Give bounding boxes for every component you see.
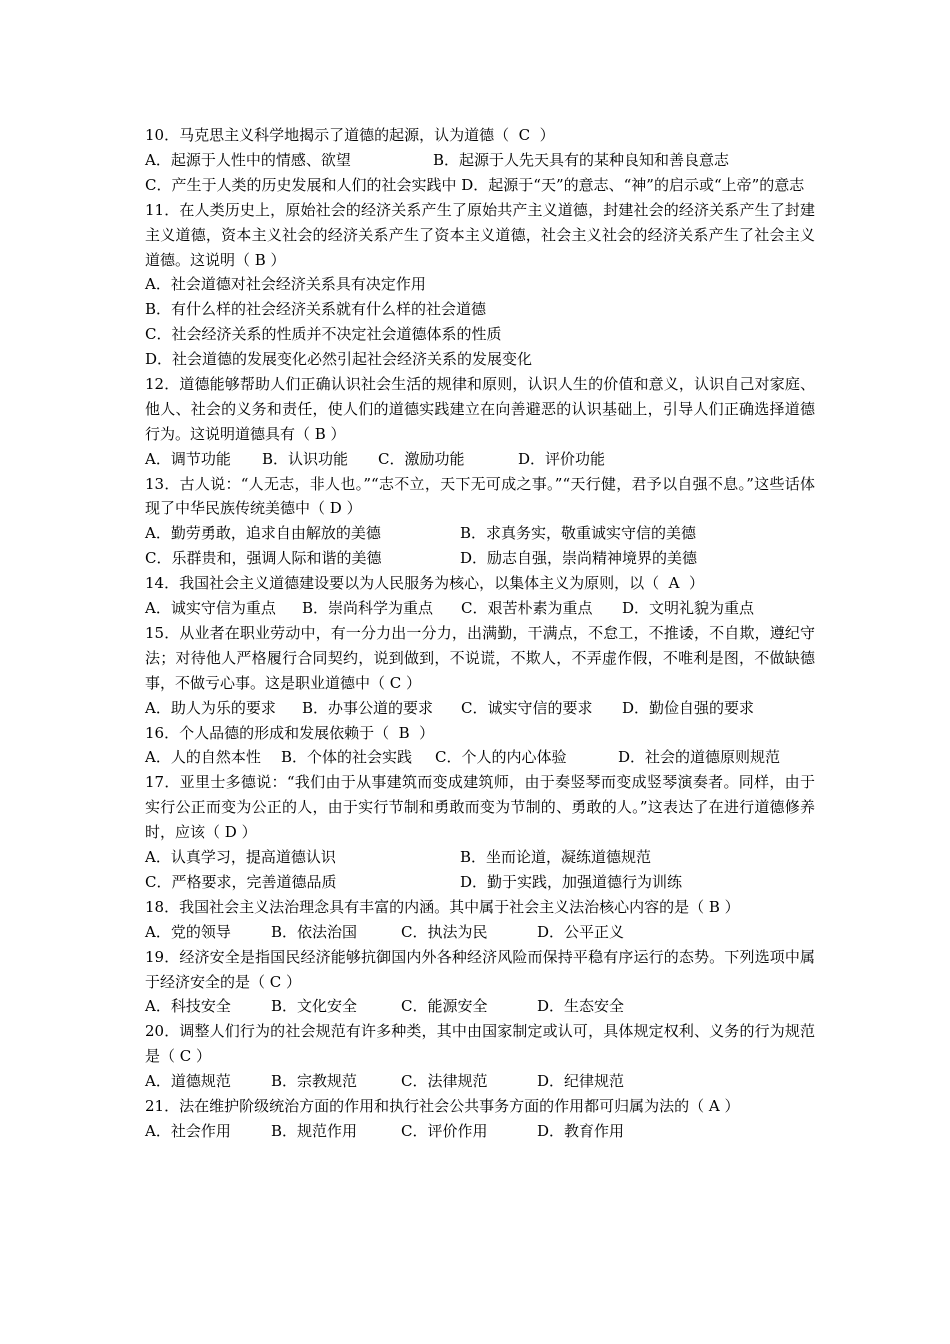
options-row bbox=[145, 546, 815, 571]
options-row bbox=[145, 920, 815, 945]
options-row bbox=[145, 696, 815, 721]
option-c: C．艰苦朴素为重点 bbox=[461, 599, 593, 618]
question-stem: 18．我国社会主义法治理念具有丰富的内涵。其中属于社会主义法治核心内容的是（ B ） bbox=[145, 897, 740, 916]
option-a: A．科技安全 bbox=[145, 997, 231, 1016]
question-stem: 16．个人品德的形成和发展依赖于（ B ） bbox=[145, 723, 435, 742]
options-row bbox=[145, 845, 815, 870]
option-d: D．社会道德的发展变化必然引起社会经济关系的发展变化 bbox=[145, 350, 533, 369]
question-stem: 17．亚里士多德说：“我们由于从事建筑而变成建筑师，由于奏竖琴而变成竖琴演奏者。同样，由于实行公正而变为公正的人，由于实行节制和勇敢而变为节制的、勇敢的人。”这表达了在进行道德修养时，应该（ D ） bbox=[145, 773, 815, 842]
option-d: D．公平正义 bbox=[537, 922, 625, 941]
question-stem: 20．调整人们行为的社会规范有许多种类，其中由国家制定或认可，具体规定权利、义务的行为规范是（ C ） bbox=[145, 1022, 815, 1066]
option-d: D．社会的道德原则规范 bbox=[618, 748, 781, 767]
option-a: A．社会作用 bbox=[145, 1121, 231, 1140]
option-b: B．个体的社会实践 bbox=[281, 748, 413, 767]
option-d: D．勤俭自强的要求 bbox=[622, 698, 755, 717]
question-stem: 10．马克思主义科学地揭示了道德的起源，认为道德（ C ） bbox=[145, 126, 555, 144]
option-c: C．社会经济关系的性质并不决定社会道德体系的性质 bbox=[145, 325, 502, 344]
options-row bbox=[145, 994, 815, 1019]
options-row bbox=[145, 447, 815, 472]
options-row bbox=[145, 1119, 815, 1144]
option-a: A．社会道德对社会经济关系具有决定作用 bbox=[145, 275, 426, 294]
option-a: A．勤劳勇敢，追求自由解放的美德 bbox=[145, 524, 381, 543]
option-c: C．严格要求，完善道德品质 bbox=[145, 872, 337, 891]
option-a: A．认真学习，提高道德认识 bbox=[145, 848, 336, 867]
options-row bbox=[145, 148, 815, 173]
option-c: C．激励功能 bbox=[378, 449, 465, 468]
option-b: B．求真务实，敬重诚实守信的美德 bbox=[460, 524, 697, 543]
options-row bbox=[145, 173, 815, 198]
question-stem: 19．经济安全是指国民经济能够抗御国内外各种经济风险而保持平稳有序运行的态势。下列选项中属于经济安全的是（ C ） bbox=[145, 947, 815, 991]
option-a: A．助人为乐的要求 bbox=[145, 698, 276, 717]
options-row bbox=[145, 521, 815, 546]
option-b: B．文化安全 bbox=[271, 997, 358, 1016]
question-stem: 13．古人说：“人无志，非人也。”“志不立，天下无可成之事。”“天行健，君予以自强不息。”这些话体现了中华民族传统美德中（ D ） bbox=[145, 474, 815, 518]
option-a: A．道德规范 bbox=[145, 1072, 231, 1091]
option-a: A．起源于人性中的情感、欲望 bbox=[145, 150, 351, 169]
option-b: B．起源于人先天具有的某种良知和善良意志 bbox=[433, 150, 730, 169]
option-b: B．宗教规范 bbox=[271, 1072, 358, 1091]
option-a: A．调节功能 bbox=[145, 449, 231, 468]
option-d: D．励志自强，崇尚精神境界的美德 bbox=[460, 549, 698, 568]
question-document bbox=[145, 123, 815, 1144]
option-d: D．教育作用 bbox=[537, 1121, 625, 1140]
option-c: C．产生于人类的历史发展和人们的社会实践中 bbox=[145, 175, 457, 194]
option-d: D．生态安全 bbox=[537, 997, 625, 1016]
option-c: C．评价作用 bbox=[401, 1121, 488, 1140]
option-c: C．个人的内心体验 bbox=[435, 748, 567, 767]
option-d: D．纪律规范 bbox=[537, 1072, 625, 1091]
option-b: B．规范作用 bbox=[271, 1121, 358, 1140]
options-row bbox=[145, 1069, 815, 1094]
option-a: A．党的领导 bbox=[145, 922, 231, 941]
option-a: A．诚实守信为重点 bbox=[145, 599, 276, 618]
option-c: C．乐群贵和，强调人际和谐的美德 bbox=[145, 549, 382, 568]
question-stem: 21．法在维护阶级统治方面的作用和执行社会公共事务方面的作用都可归属为法的（ A ） bbox=[145, 1097, 740, 1116]
question-stem: 14．我国社会主义道德建设要以为人民服务为核心，以集体主义为原则，以（ A ） bbox=[145, 574, 704, 593]
option-b: B．依法治国 bbox=[271, 922, 358, 941]
option-b: B．有什么样的社会经济关系就有什么样的社会道德 bbox=[145, 300, 487, 319]
option-b: B．办事公道的要求 bbox=[302, 698, 434, 717]
option-d: D．起源于“天”的意志、“神”的启示或“上帝”的意志 bbox=[461, 175, 805, 194]
option-c: C．能源安全 bbox=[401, 997, 488, 1016]
option-b: B．认识功能 bbox=[262, 449, 349, 468]
options-row bbox=[145, 596, 815, 621]
options-row bbox=[145, 870, 815, 895]
option-d: D．评价功能 bbox=[518, 449, 606, 468]
option-a: A．人的自然本性 bbox=[145, 748, 261, 767]
option-c: C．诚实守信的要求 bbox=[461, 698, 593, 717]
options-row bbox=[145, 745, 815, 770]
option-d: D．文明礼貌为重点 bbox=[622, 599, 755, 618]
option-b: B．坐而论道，凝练道德规范 bbox=[460, 848, 652, 867]
option-c: C．执法为民 bbox=[401, 922, 488, 941]
option-d: D．勤于实践，加强道德行为训练 bbox=[460, 872, 683, 891]
option-c: C．法律规范 bbox=[401, 1072, 488, 1091]
question-stem: 12．道德能够帮助人们正确认识社会生活的规律和原则，认识人生的价值和意义，认识自己对家庭、他人、社会的义务和责任，使人们的道德实践建立在向善避恶的认识基础上，引导人们正确选择道德行为。这说明道德具有（ B ） bbox=[145, 374, 815, 443]
option-b: B．崇尚科学为重点 bbox=[302, 599, 434, 618]
question-stem: 11．在人类历史上，原始社会的经济关系产生了原始共产主义道德，封建社会的经济关系产生了封建主义道德，资本主义社会的经济关系产生了资本主义道德，社会主义社会的经济关系产生了社会主义道德。这说明（ B ） bbox=[145, 200, 815, 269]
question-stem: 15．从业者在职业劳动中，有一分力出一分力，出满勤，干满点，不怠工，不推诿，不自欺，遵纪守法；对待他人严格履行合同契约，说到做到，不说谎，不欺人，不弄虚作假，不唯利是图，不做缺德事，不做亏心事。这是职业道德中（ C ） bbox=[145, 623, 815, 692]
